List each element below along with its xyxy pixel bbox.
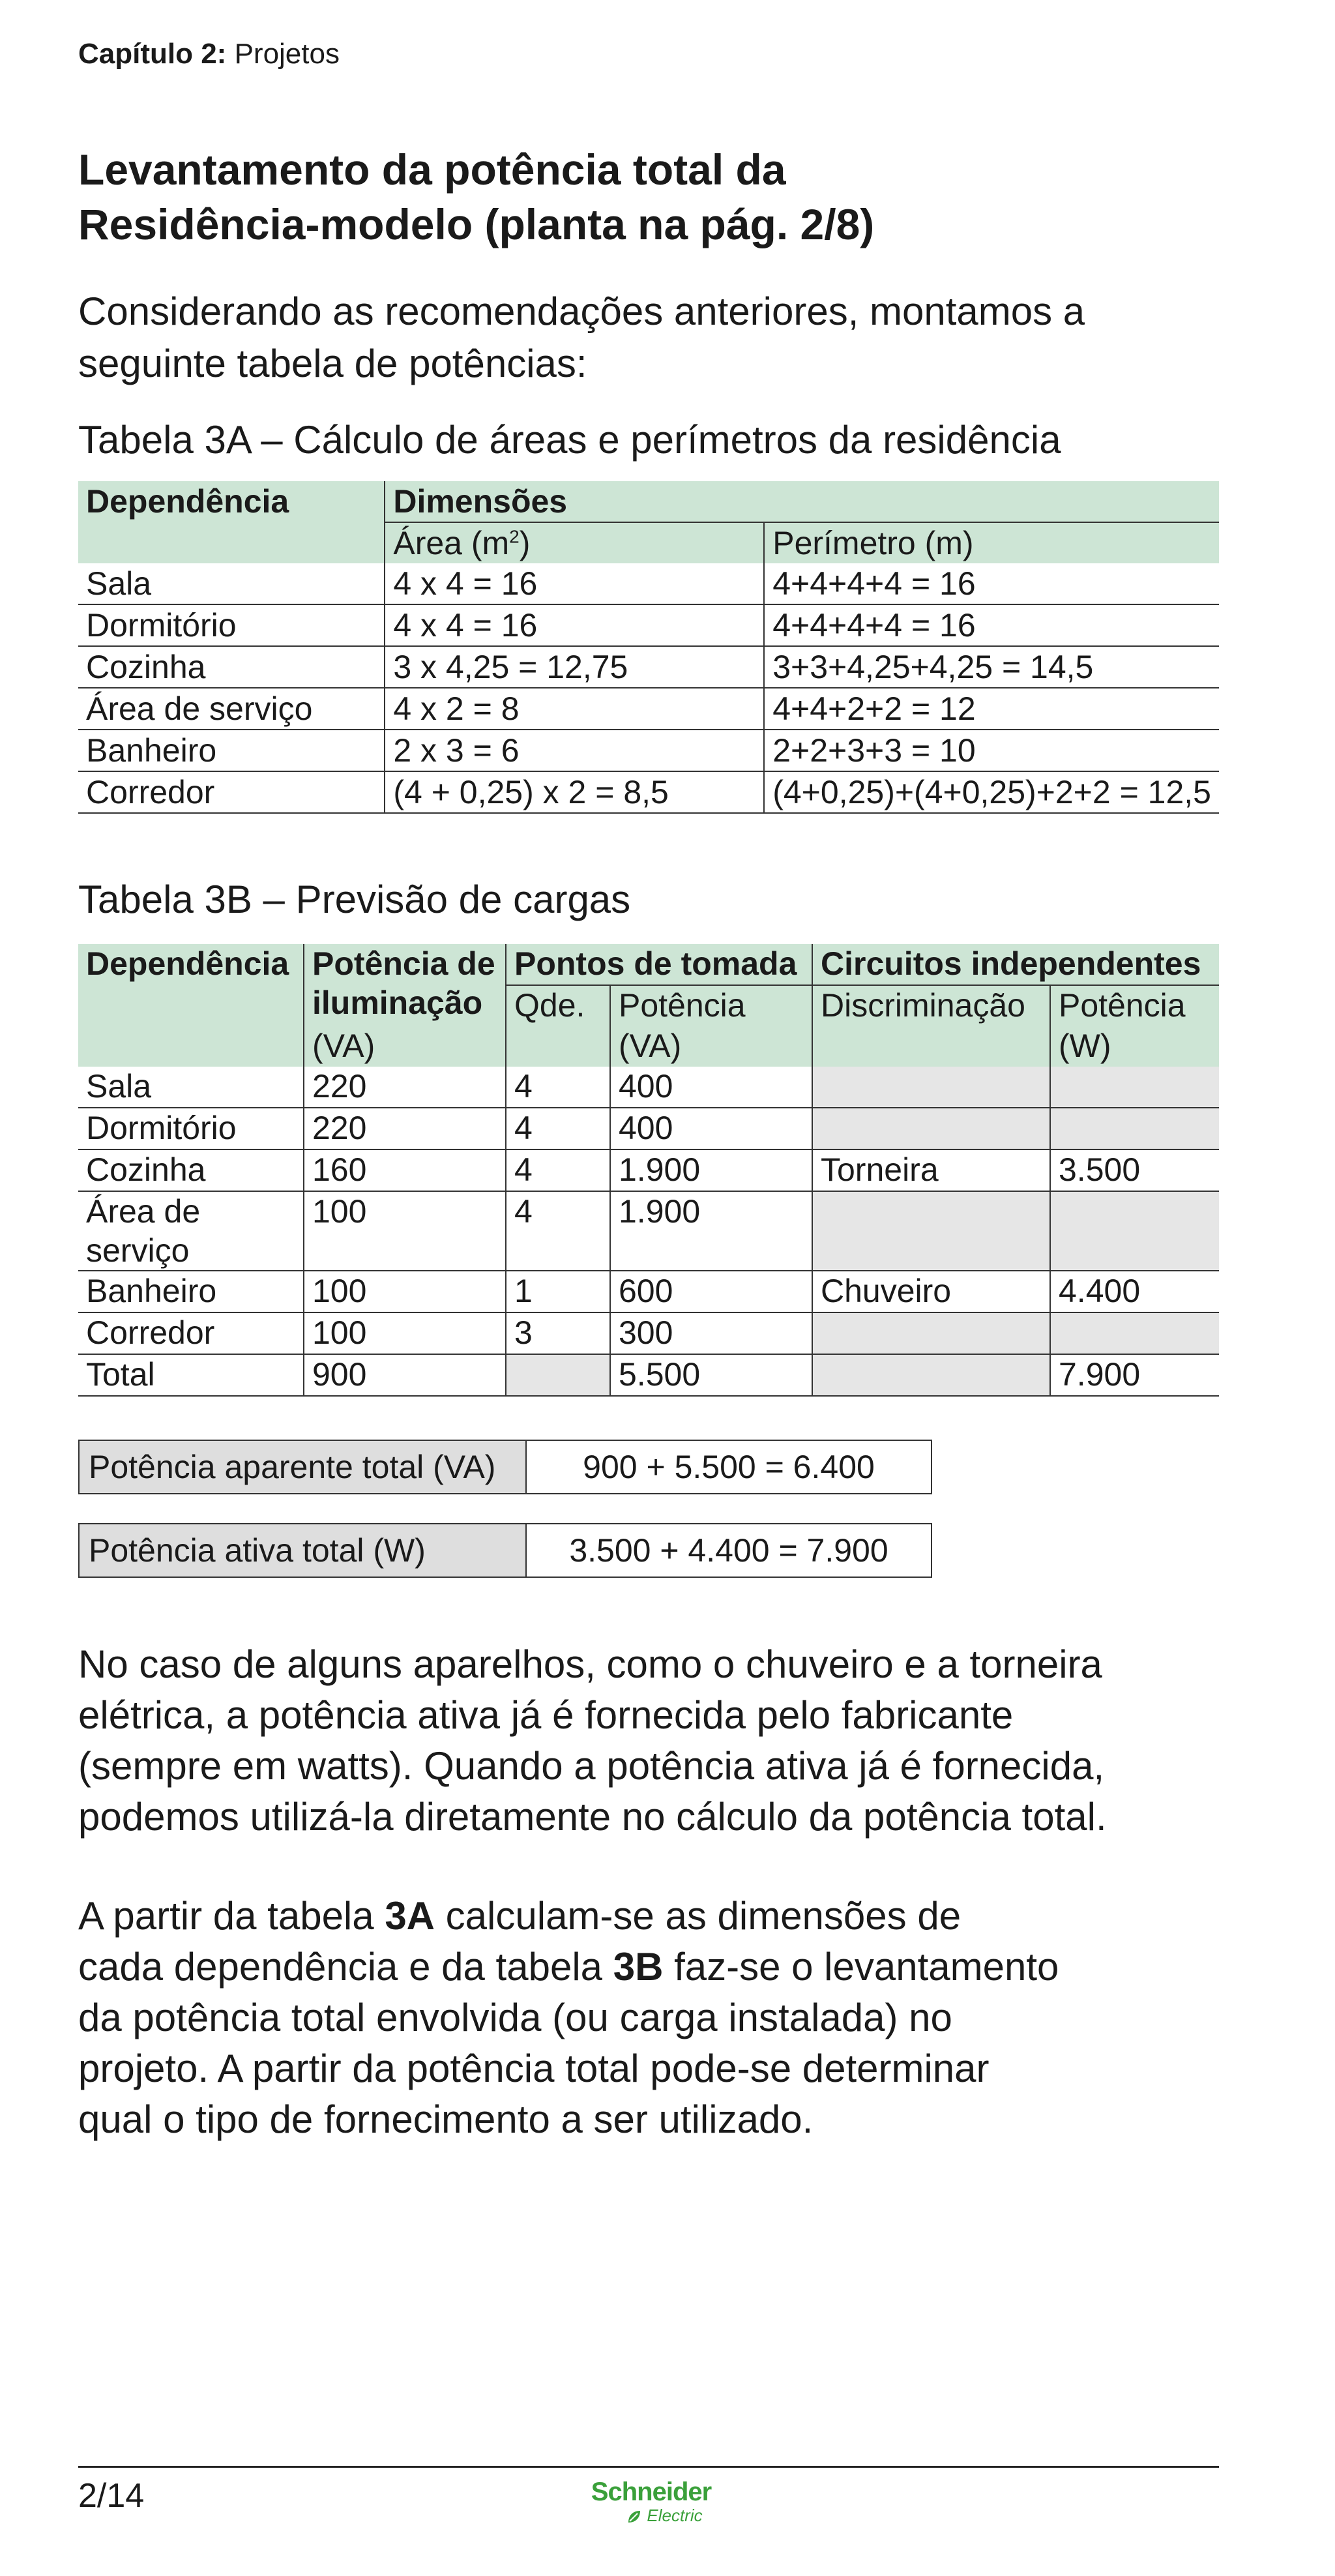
cell-dependencia: Total [78, 1354, 304, 1396]
cell-discriminacao [812, 1191, 1050, 1271]
header-potencia-circuito: Potência [1050, 985, 1219, 1026]
chapter-label: Capítulo 2: [78, 38, 227, 70]
cell-potencia-tomada: 400 [610, 1067, 812, 1108]
paragraph-2-line: da potência total envolvida (ou carga instalada) no [78, 1996, 952, 2039]
cell-area: (4 + 0,25) x 2 = 8,5 [385, 771, 764, 813]
table-row [78, 730, 1219, 771]
cell-dependencia: Cozinha [78, 646, 385, 688]
table-3a-caption: Tabela 3A – Cálculo de áreas e perímetros da residência [78, 418, 1061, 462]
title-line-2: Residência-modelo (planta na pág. 2/8) [78, 200, 875, 248]
cell-potencia-tomada: 5.500 [610, 1354, 812, 1396]
cell-perimetro: 4+4+4+4 = 16 [764, 604, 1219, 646]
footer-divider [78, 2466, 1219, 2468]
table-row [78, 563, 1219, 604]
cell-potencia-circuito [1050, 1312, 1219, 1354]
cell-iluminacao: 160 [304, 1149, 506, 1191]
cell-qde: 1 [506, 1271, 610, 1312]
cell-area: 4 x 4 = 16 [385, 563, 764, 604]
table-3b [78, 944, 1219, 1397]
header-dependencia: Dependência [78, 481, 385, 563]
leaf-icon [626, 2508, 643, 2525]
cell-dependencia: Corredor [78, 1312, 304, 1354]
apparent-power-box [78, 1440, 932, 1494]
brand-name: Schneider [591, 2478, 712, 2506]
cell-dependencia: Sala [78, 563, 385, 604]
table-row [78, 771, 1219, 813]
header-dependencia: Dependência [78, 944, 304, 1067]
cell-potencia-circuito [1050, 1067, 1219, 1108]
cell-potencia-circuito: 4.400 [1050, 1271, 1219, 1312]
active-power-value: 3.500 + 4.400 = 7.900 [569, 1532, 888, 1569]
cell-potencia-circuito: 7.900 [1050, 1354, 1219, 1396]
header-discriminacao: Discriminação [812, 985, 1050, 1067]
header-potencia-circuito-unit: (W) [1050, 1026, 1219, 1067]
page-number: 2/14 [78, 2477, 145, 2515]
cell-potencia-tomada: 1.900 [610, 1149, 812, 1191]
cell-dependencia: Corredor [78, 771, 385, 813]
table-row [78, 646, 1219, 688]
cell-dependencia: Dormitório [78, 604, 385, 646]
cell-potencia-tomada: 300 [610, 1312, 812, 1354]
header-perimetro: Perímetro (m) [764, 522, 1219, 563]
paragraph-1-line: No caso de alguns aparelhos, como o chuveiro e a torneira [78, 1642, 1102, 1686]
cell-discriminacao [812, 1354, 1050, 1396]
schneider-logo [576, 2478, 726, 2525]
table-row [78, 1312, 1219, 1354]
table-3a [78, 481, 1219, 814]
page-title [78, 142, 1219, 252]
header-circuitos: Circuitos independentes [812, 944, 1219, 985]
cell-dependencia: Área de serviço [78, 688, 385, 730]
cell-discriminacao: Chuveiro [812, 1271, 1050, 1312]
table-3b-caption: Tabela 3B – Previsão de cargas [78, 878, 631, 921]
paragraph-2-line: A partir da tabela 3A calculam-se as dimensões de [78, 1894, 961, 1938]
header-area: Área $(m^2)$ [385, 522, 764, 563]
table-row [78, 604, 1219, 646]
cell-dependencia: Banheiro [78, 1271, 304, 1312]
cell-perimetro: 3+3+4,25+4,25 = 14,5 [764, 646, 1219, 688]
cell-area: 4 x 2 = 8 [385, 688, 764, 730]
paragraph-1-line: podemos utilizá-la diretamente no cálculo da potência total. [78, 1795, 1107, 1839]
cell-potencia-tomada: 1.900 [610, 1191, 812, 1271]
cell-qde: 4 [506, 1108, 610, 1149]
brand-sub: Electric [576, 2506, 726, 2525]
cell-area: 3 x 4,25 = 12,75 [385, 646, 764, 688]
header-potencia-tomada-unit: (VA) [610, 1026, 812, 1067]
cell-dependencia: Cozinha [78, 1149, 304, 1191]
cell-discriminacao [812, 1067, 1050, 1108]
table-row [78, 1108, 1219, 1149]
paragraph-1-line: (sempre em watts). Quando a potência ativa já é fornecida, [78, 1744, 1105, 1788]
active-power-label: Potência ativa total (W) [80, 1524, 527, 1577]
cell-dependencia: Área de serviço [78, 1191, 304, 1271]
paragraph-2 [78, 1891, 1219, 2145]
cell-qde: 3 [506, 1312, 610, 1354]
cell-discriminacao: Torneira [812, 1149, 1050, 1191]
header-iluminacao-unit: (VA) [304, 1026, 506, 1067]
cell-iluminacao: 100 [304, 1271, 506, 1312]
paragraph-1 [78, 1639, 1219, 1843]
header-potencia-tomada: Potência [610, 985, 812, 1026]
cell-area: 2 x 3 = 6 [385, 730, 764, 771]
cell-perimetro: 4+4+4+4 = 16 [764, 563, 1219, 604]
title-line-1: Levantamento da potência total da [78, 145, 786, 194]
cell-iluminacao: 900 [304, 1354, 506, 1396]
apparent-power-value: 900 + 5.500 = 6.400 [583, 1449, 875, 1485]
apparent-power-label: Potência aparente total (VA) [80, 1441, 527, 1493]
cell-potencia-circuito: 3.500 [1050, 1149, 1219, 1191]
active-power-box [78, 1523, 932, 1578]
cell-potencia-circuito [1050, 1108, 1219, 1149]
table-row [78, 1354, 1219, 1396]
cell-qde [506, 1354, 610, 1396]
table-row [78, 1067, 1219, 1108]
cell-qde: 4 [506, 1067, 610, 1108]
cell-area: 4 x 4 = 16 [385, 604, 764, 646]
header-qde: Qde. [506, 985, 610, 1067]
cell-discriminacao [812, 1312, 1050, 1354]
cell-iluminacao: 220 [304, 1108, 506, 1149]
table-row [78, 1191, 1219, 1271]
header-dimensoes: Dimensões [385, 481, 1219, 522]
paragraph-2-line: cada dependência e da tabela 3B faz-se o levantamento [78, 1945, 1059, 1989]
table-row [78, 688, 1219, 730]
table-row [78, 1271, 1219, 1312]
cell-dependencia: Banheiro [78, 730, 385, 771]
cell-iluminacao: 220 [304, 1067, 506, 1108]
chapter-header [78, 38, 340, 70]
paragraph-1-line: elétrica, a potência ativa já é fornecida pelo fabricante [78, 1693, 1014, 1737]
cell-potencia-tomada: 600 [610, 1271, 812, 1312]
cell-potencia-circuito [1050, 1191, 1219, 1271]
cell-discriminacao [812, 1108, 1050, 1149]
chapter-name: Projetos [234, 38, 340, 70]
table-row [78, 1149, 1219, 1191]
header-pontos-tomada: Pontos de tomada [506, 944, 812, 985]
cell-qde: 4 [506, 1191, 610, 1271]
intro-line-1: Considerando as recomendações anteriores, montamos a [78, 289, 1085, 333]
cell-perimetro: 4+4+2+2 = 12 [764, 688, 1219, 730]
cell-perimetro: (4+0,25)+(4+0,25)+2+2 = 12,5 [764, 771, 1219, 813]
header-iluminacao: Potência de iluminação [304, 944, 506, 1026]
cell-qde: 4 [506, 1149, 610, 1191]
cell-potencia-tomada: 400 [610, 1108, 812, 1149]
paragraph-2-line: qual o tipo de fornecimento a ser utilizado. [78, 2097, 814, 2141]
cell-iluminacao: 100 [304, 1191, 506, 1271]
intro-line-2: seguinte tabela de potências: [78, 342, 587, 385]
cell-perimetro: 2+2+3+3 = 10 [764, 730, 1219, 771]
cell-iluminacao: 100 [304, 1312, 506, 1354]
cell-dependencia: Sala [78, 1067, 304, 1108]
cell-dependencia: Dormitório [78, 1108, 304, 1149]
intro-text [78, 286, 1219, 390]
paragraph-2-line: projeto. A partir da potência total pode-se determinar [78, 2047, 990, 2090]
